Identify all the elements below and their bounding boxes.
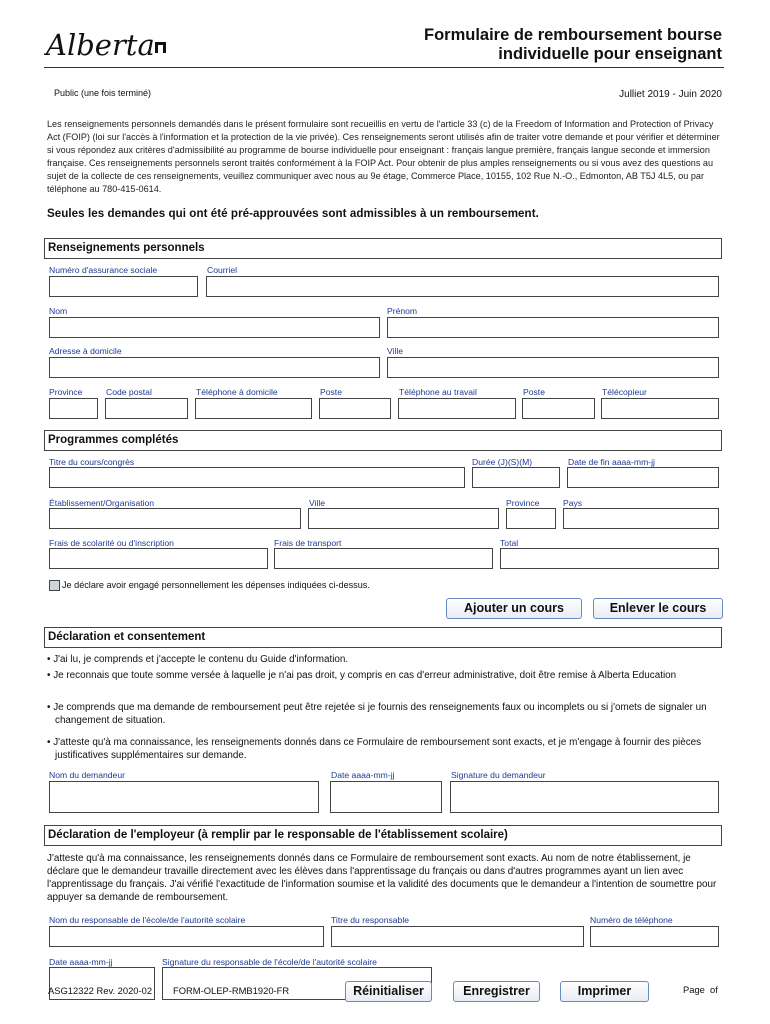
last-name-label: Nom [49, 306, 68, 316]
print-button[interactable]: Imprimer [560, 981, 649, 1002]
postal-code-input[interactable] [105, 398, 188, 419]
sin-input[interactable] [49, 276, 198, 297]
declaration-bullet: • Je reconnais que toute somme versée à laquelle je n'ai pas droit, y compris en cas d'erreur administrative, doit être remise à Alberta Education [47, 670, 677, 681]
program-province-input[interactable] [506, 508, 556, 529]
province-input[interactable] [49, 398, 98, 419]
transport-label: Frais de transport [274, 538, 342, 548]
work-phone-input[interactable] [398, 398, 516, 419]
applicant-date-label: Date aaaa-mm-jj [331, 770, 395, 780]
fax-input[interactable] [601, 398, 719, 419]
ext2-label: Poste [523, 387, 545, 397]
section-employer: Déclaration de l'employeur (à remplir par le responsable de l'établissement scolaire) [44, 825, 722, 846]
course-title-label: Titre du cours/congrès [49, 457, 135, 467]
work-phone-label: Téléphone au travail [399, 387, 477, 397]
duration-input[interactable] [472, 467, 560, 488]
section-personal: Renseignements personnels [44, 238, 722, 259]
form-code-id: FORM-OLEP-RMB1920-FR [173, 985, 290, 996]
alberta-logo [44, 22, 174, 64]
transport-input[interactable] [274, 548, 493, 569]
period-label: Julliet 2019 - Juin 2020 [619, 89, 722, 100]
country-label: Pays [563, 498, 583, 508]
sin-label: Numéro d'assurance sociale [49, 265, 158, 275]
official-name-label: Nom du responsable de l'école/de l'autorité scolaire [49, 915, 246, 925]
reset-button[interactable]: Réinitialiser [345, 981, 432, 1002]
first-name-input[interactable] [387, 317, 719, 338]
preapproval-notice: Seules les demandes qui ont été pré-approuvées sont admissibles à un remboursement. [47, 207, 539, 220]
form-title: Formulaire de remboursement bourse individuelle pour enseignant [424, 26, 722, 63]
fax-label: Télécopieur [602, 387, 647, 397]
program-province-label: Province [506, 498, 540, 508]
expense-declaration-checkbox[interactable] [49, 580, 60, 591]
add-course-button[interactable]: Ajouter un cours [446, 598, 582, 619]
declaration-bullet: • Je comprends que ma demande de remboursement peut être rejetée si je fournis des renseignements faux ou incomplets ou si j'omets de signaler un changement de situation. [47, 702, 707, 726]
postal-code-label: Code postal [106, 387, 152, 397]
applicant-name-input[interactable] [49, 781, 319, 813]
official-title-label: Titre du responsable [331, 915, 410, 925]
employer-phone-label: Numéro de téléphone [590, 915, 673, 925]
applicant-signature-label: Signature du demandeur [451, 770, 546, 780]
tuition-input[interactable] [49, 548, 268, 569]
city-label: Ville [387, 346, 404, 356]
program-city-label: Ville [309, 498, 326, 508]
employer-date-label: Date aaaa-mm-jj [49, 957, 113, 967]
total-label: Total [500, 538, 519, 548]
ext1-label: Poste [320, 387, 342, 397]
applicant-name-label: Nom du demandeur [49, 770, 125, 780]
form-code-revision: ASG12322 Rev. 2020-02 [48, 985, 153, 996]
expense-declaration-label: Je déclare avoir engagé personnellement les dépenses indiquées ci-dessus. [62, 580, 370, 590]
address-label: Adresse à domicile [49, 346, 122, 356]
email-label: Courriel [207, 265, 238, 275]
official-title-input[interactable] [331, 926, 584, 947]
email-input[interactable] [206, 276, 719, 297]
employer-phone-input[interactable] [590, 926, 719, 947]
province-label: Province [49, 387, 83, 397]
employer-statement: J'atteste qu'à ma connaissance, les renseignements donnés dans ce Formulaire de remboursement sont exacts. Au nom de notre établissement, je déclare que le demandeur travaille directement avec les élèves dans l'apprentissage du français ou dans d'autres programmes ayant un lien avec l'apprentissage du français. J'ai vérifié l'exactitude de l'information soumise et la validité des documents que le demandeur a l'intention de soumettre pour appuyer sa demande de remboursement. [47, 853, 717, 903]
declaration-bullet: • J'atteste qu'à ma connaissance, les renseignements donnés dans ce Formulaire de remboursement sont exacts, et je m'engage à fournir des pièces justificatives supplémentaires sur demande. [47, 737, 702, 761]
last-name-input[interactable] [49, 317, 380, 338]
classification-label: Public (une fois terminé) [54, 88, 152, 98]
first-name-label: Prénom [387, 306, 418, 316]
city-input[interactable] [387, 357, 719, 378]
alberta-logo-icon [44, 22, 174, 64]
home-phone-label: Téléphone à domicile [196, 387, 278, 397]
institution-input[interactable] [49, 508, 301, 529]
logo-wordmark: Alberta [46, 28, 155, 62]
ext1-input[interactable] [319, 398, 391, 419]
duration-label: Durée (J)(S)(M) [472, 457, 533, 467]
foip-notice: Les renseignements personnels demandés dans le présent formulaire sont recueillis en vertu de l'article 33 (c) de la Freedom of Information and Protection of Privacy Act (FOIP) (loi sur l'accès à l'information et la protection de la vie privée). Ces renseignements seront utilisés afin de traiter votre demande et pour vérifier et déterminer si vous répondez aux critères d'admissibilité au programme de bourse individuelle pour enseignant : français langue première, français langue seconde et immersion française. Ces renseignements personnels seront traités conformément à la FOIP Act. Pour obtenir de plus amples renseignements ou si vous avez des questions au sujet de la collecte de ces renseignements, veuillez communiquer avec nous au 9e étage, Commerce Place, 10155, 102 Rue N.-O., Edmonton, AB T5J 4L5, ou par téléphone au 780-415-0614. [47, 119, 720, 194]
end-date-input[interactable] [567, 467, 719, 488]
official-name-input[interactable] [49, 926, 324, 947]
country-input[interactable] [563, 508, 719, 529]
course-title-input[interactable] [49, 467, 465, 488]
institution-label: Établissement/Organisation [49, 498, 155, 508]
header-divider [44, 67, 724, 68]
total-input[interactable] [500, 548, 719, 569]
program-city-input[interactable] [308, 508, 499, 529]
applicant-signature-field[interactable] [450, 781, 719, 813]
tuition-label: Frais de scolarité ou d'inscription [49, 538, 174, 548]
applicant-date-input[interactable] [330, 781, 442, 813]
official-signature-label: Signature du responsable de l'école/de l'autorité scolaire [162, 957, 377, 967]
address-input[interactable] [49, 357, 380, 378]
home-phone-input[interactable] [195, 398, 312, 419]
page-label: Page [683, 984, 705, 995]
ext2-input[interactable] [522, 398, 595, 419]
section-programs: Programmes complétés [44, 430, 722, 451]
page-of-label: of [710, 984, 718, 995]
section-declaration: Déclaration et consentement [44, 627, 722, 648]
end-date-label: Date de fin aaaa-mm-jj [568, 457, 655, 467]
save-button[interactable]: Enregistrer [453, 981, 540, 1002]
remove-course-button[interactable]: Enlever le cours [593, 598, 723, 619]
declaration-bullet: • J'ai lu, je comprends et j'accepte le contenu du Guide d'information. [47, 654, 349, 665]
